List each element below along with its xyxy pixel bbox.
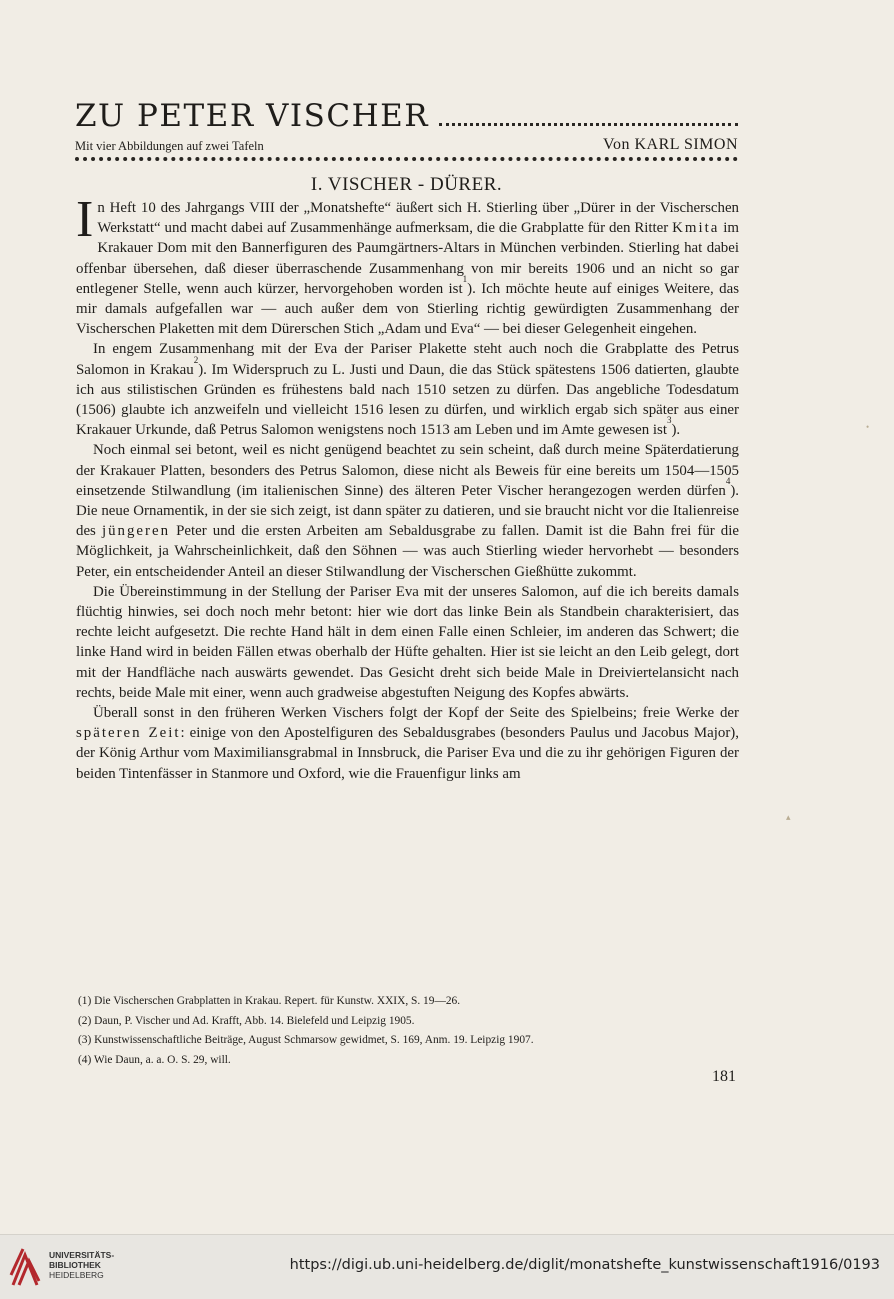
section-heading: I. VISCHER - DÜRER. [310, 174, 503, 195]
footnote-2: (2) Daun, P. Vischer und Ad. Krafft, Abb. 14. Bielefeld und Leipzig 1905. [78, 1014, 415, 1027]
spaced-name: Kmita [672, 220, 720, 237]
paragraph-3: Noch einmal sei betont, weil es nicht genügend beachtet zu sein scheint, daß durch meine Späterdatierung der Krakauer Platten, besonders des Petrus Salomon, diese nicht als Beweis für eine bereits um 1504—1505 einsetzende Stilwandlung (im italienischen Sinne) des älteren Peter Vischer herangezogen werden dürfen$^4$). Die neue Ornamentik, in der sie sich zeigt, ist dann später zu datieren, und sie braucht nicht vor die Italienreise des jüngeren Peter und die ersten Arbeiten am Sebaldusgrabe zu fallen. Damit ist die Bahn frei für die Möglichkeit, ja Wahrscheinlichkeit, daß den Söhnen — was auch Stierling wieder hervorhebt — besonders Peter, ein entscheidender Anteil an dieser Stilwandlung der Vischerschen Gießhütte zukommt. [76, 442, 739, 580]
permalink-url[interactable]: https://digi.ub.uni-heidelberg.de/diglit/monatshefte_kunstwissenschaft1916/0193 [289, 1257, 880, 1273]
title-dotted-leader [439, 123, 738, 126]
footnote-1: (1) Die Vischerschen Grabplatten in Krakau. Repert. für Kunstw. XXIX, S. 19—26. [78, 995, 461, 1007]
dotted-divider [75, 157, 738, 161]
article-title: ZU PETER VISCHER [75, 98, 430, 134]
paragraph-4: Die Übereinstimmung in der Stellung der Pariser Eva mit der unseres Salomon, auf die ich bereits damals flüchtig hinwies, sei doch noch mehr betont: hier wie dort das linke Bein als Standbein charakterisiert, das rechte leicht aufgesetzt. Die rechte Hand hält in dem einen Falle einen Schleier, im anderen das Schwert; die linke Hand wird in beiden Fällen etwas oberhalb der Hüfte gehalten. Hier ist sie leicht an den Leib gelegt, dort mit der Handfläche nach auswärts gewendet. Das Gesicht dreht sich beide Male in Dreiviertelansicht nach rechts, beide Male mit einer, wenn auch gradweise abgestuften Neigung des Kopfes abwärts. [76, 583, 739, 701]
spaced-word: jüngeren [101, 523, 171, 540]
paragraph-5: Überall sonst in den früheren Werken Vischers folgt der Kopf der Seite des Spielbeins; freie Werke der späteren Zeit: einige von den Apostelfiguren des Sebaldusgrabes (besonders Paulus und Jacobus Major), der König Arthur vom Maximiliansgrabmal in Innsbruck, die Pariser Eva und die zu ihr gehörigen Figuren der beiden Tintenfässer in Stanmore und Oxford, wie die Frauenfigur links am [76, 705, 739, 782]
author-line: Von KARL SIMON [602, 136, 738, 153]
footnote-ref-3[interactable]: 3 [666, 415, 672, 426]
article-body [76, 191, 740, 784]
scan-speck: ▴ [786, 812, 791, 822]
footnote-ref-2[interactable]: 2 [193, 354, 199, 365]
footnotes [78, 992, 741, 1070]
library-name: UNIVERSITÄTS- BIBLIOTHEK HEIDELBERG [49, 1250, 115, 1280]
footnote-3: (3) Kunstwissenschaftliche Beiträge, August Schmarsow gewidmet, S. 169, Anm. 19. Leipzig 1907. [78, 1034, 534, 1046]
footnote-4: (4) Wie Daun, a. a. O. S. 29, will. [78, 1053, 231, 1066]
footnote-ref-4[interactable]: 4 [725, 475, 731, 486]
drop-cap: I [76, 191, 94, 248]
paragraph-1: In Heft 10 des Jahrgangs VIII der „Monatshefte“ äußert sich H. Stierling über „Dürer in der Vischerschen Werkstatt“ und macht dabei auf Zusammenhänge aufmerksam, die die Grabplatte für den Ritter Kmita im Krakauer Dom mit den Bannerfiguren des Paumgärtners-Altars in München verbinden. Stierling hat dabei offenbar übersehen, daß dieser überraschende Zusammenhang von mir bereits 1906 und an nicht so gar entlegener Stelle, wenn auch kürzer, hervorgehoben worden ist$^1$). Ich möchte heute auf einiges Weitere, das mir damals aufgefallen war — auch außer dem von Stierling richtig gewürdigten Zusammenhang der Vischerschen Plaketten mit dem Dürerschen Stich „Adam und Eva“ — bei dieser Gelegenheit eingehen. [76, 191, 740, 338]
illustrations-note: Mit vier Abbildungen auf zwei Tafeln [75, 139, 264, 153]
paragraph-2: In engem Zusammenhang mit der Eva der Pariser Plakette steht auch noch die Grabplatte des Petrus Salomon in Krakau$^2$). Im Widerspruch zu L. Justi und Daun, die das Stück spätestens 1506 datierten, glaubte ich aus stilistischen Gründen es frühestens bald nach 1510 setzen zu dürfen. Das angebliche Todesdatum (1506) glaubte ich anzweifeln und vielleicht 1516 lesen zu dürfen, und wirklich ergab sich später aus einer Krakauer Urkunde, daß Petrus Salomon wenigstens noch 1513 am Leben und im Amte gewesen ist$^3$). [76, 341, 739, 439]
scan-speck: • [866, 422, 870, 432]
subtitle-row [75, 132, 738, 154]
spaced-phrase: späteren Zeit [76, 725, 181, 742]
viewer-footer [0, 1234, 894, 1299]
library-logo-icon[interactable] [9, 1245, 43, 1289]
page-number: 181 [712, 1068, 736, 1085]
title-row [75, 92, 738, 132]
footnote-ref-1[interactable]: 1 [462, 273, 468, 284]
